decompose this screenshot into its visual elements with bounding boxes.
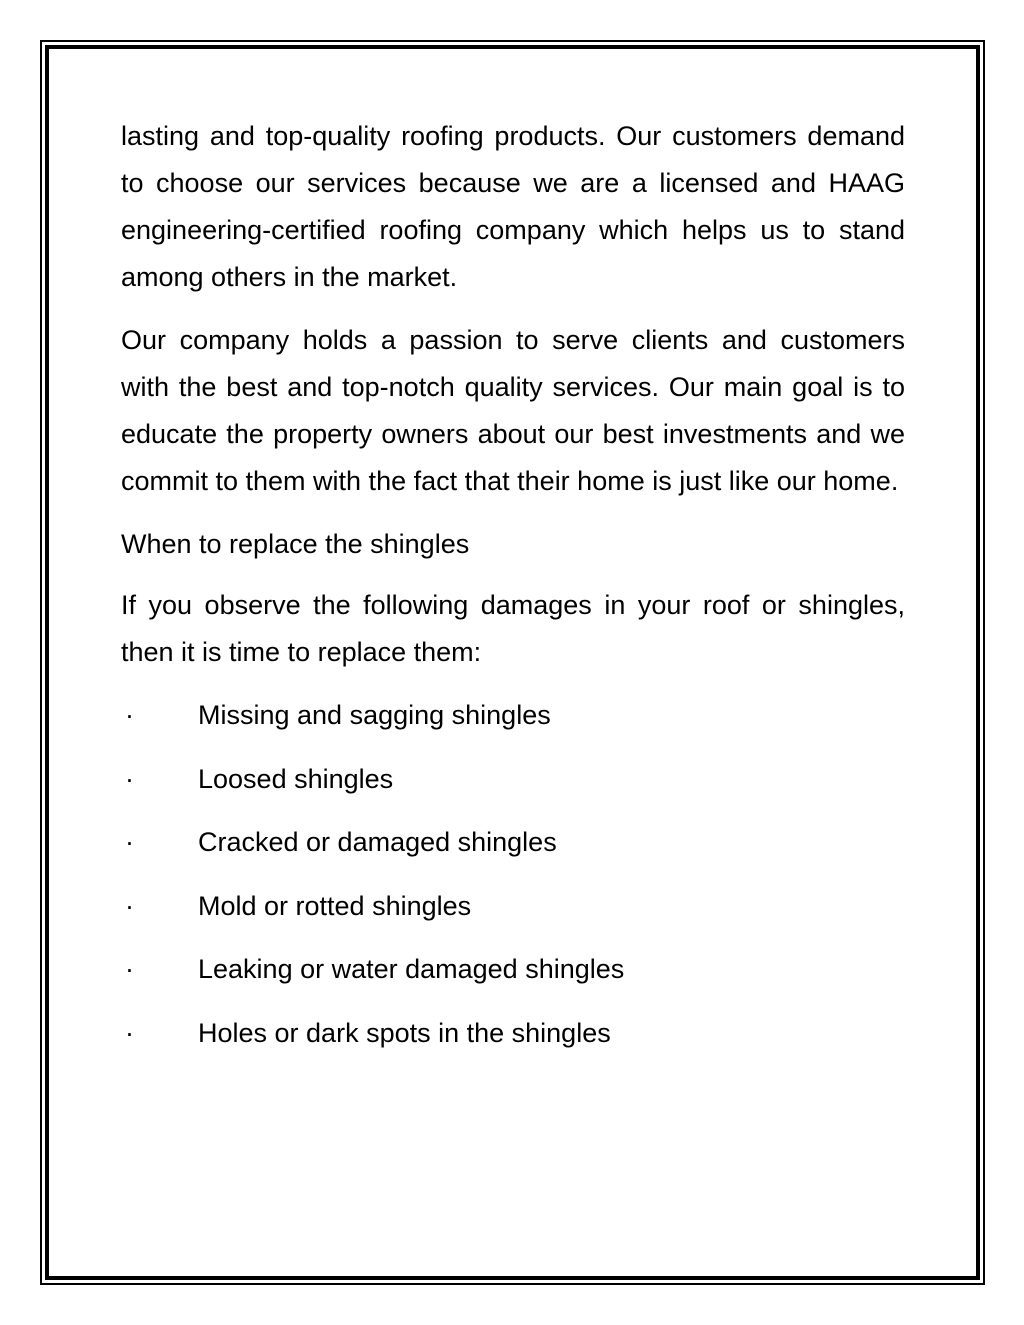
list-item [121, 1010, 905, 1057]
list-item-text: Loosed shingles [198, 763, 394, 794]
damage-list [121, 692, 905, 1057]
bullet-dot: · [125, 1017, 134, 1048]
paragraph-company-passion: Our company holds a passion to serve clients and customers with the best and top-notch quality services. Our main goal is to educate the property owners about our best investments and we commit to them with the fact that their home is just like our home. [121, 325, 905, 496]
list-item-text: Leaking or water damaged shingles [198, 954, 625, 984]
list-item-text: Missing and sagging shingles [198, 700, 551, 730]
list-item [121, 692, 905, 739]
bullet-dot: · [125, 700, 134, 730]
bullet-dot: · [125, 827, 134, 857]
section-heading: When to replace the shingles [121, 529, 470, 559]
list-item [121, 883, 905, 930]
list-item-text: Mold or rotted shingles [198, 890, 472, 921]
paragraph-intro: If you observe the following damages in your roof or shingles, then it is time to replace them: [121, 590, 905, 667]
list-item [121, 756, 905, 803]
list-item-text: Holes or dark spots in the shingles [198, 1017, 611, 1048]
paragraph-roofing-products: lasting and top-quality roofing products. Our customers demand to choose our services because we are a licensed and HAAG engineering-certified roofing company which helps us to stand among others in the market. [121, 121, 905, 292]
list-item [121, 819, 905, 866]
bullet-dot: · [125, 890, 134, 921]
bullet-dot: · [125, 763, 134, 794]
bullet-dot: · [125, 954, 134, 984]
list-item [121, 946, 905, 993]
document-body [121, 113, 905, 1073]
list-item-text: Cracked or damaged shingles [198, 827, 557, 857]
